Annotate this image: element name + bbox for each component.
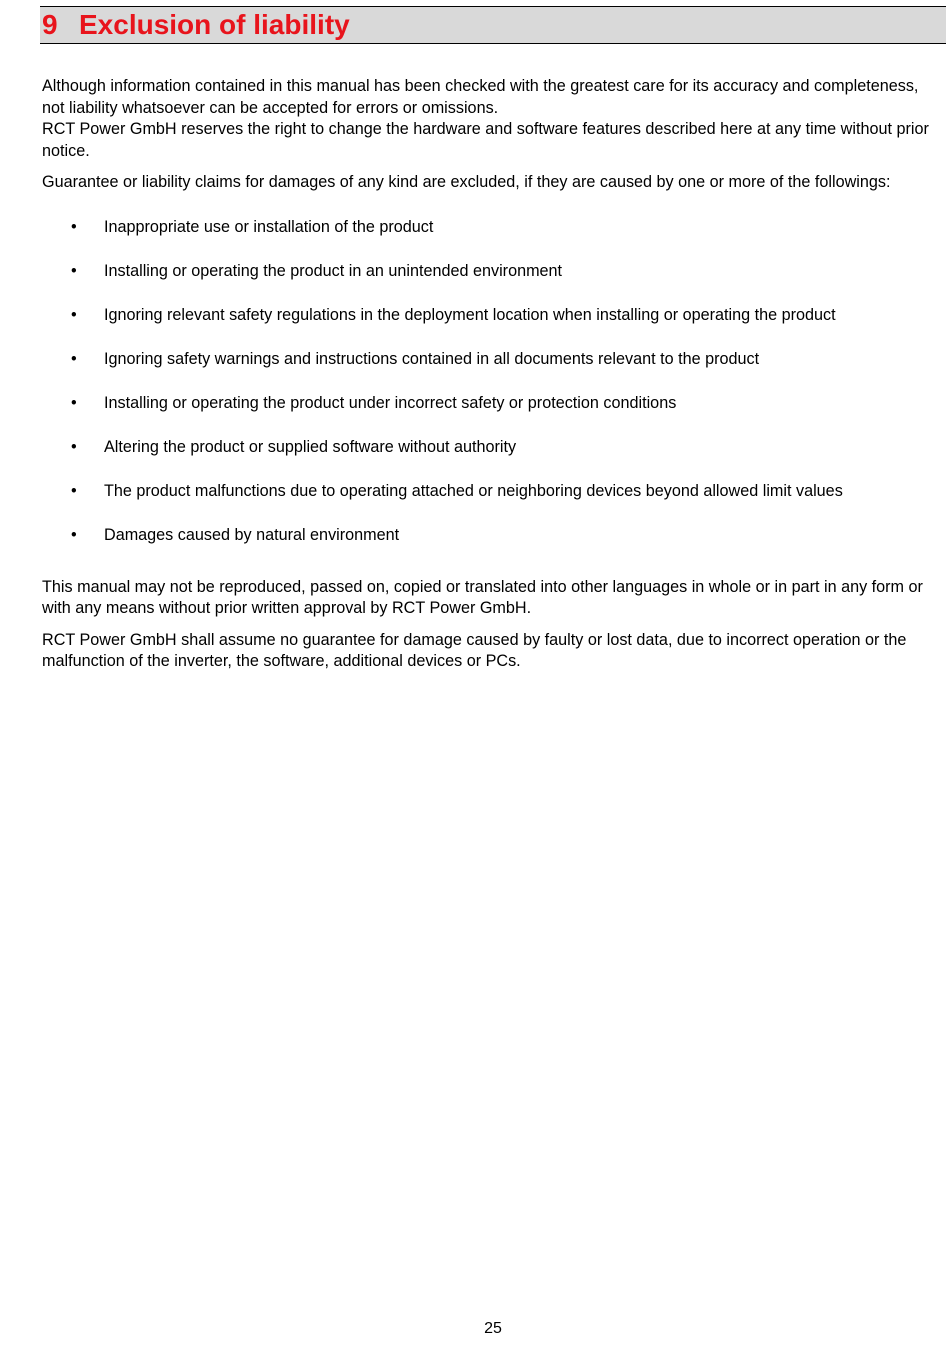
list-item-text: The product malfunctions due to operating attached or neighboring devices beyond allowed limit values	[104, 481, 843, 500]
bullet-icon: •	[71, 481, 77, 500]
section-number: 9	[42, 9, 58, 40]
list-item	[42, 525, 942, 547]
bullet-icon: •	[71, 217, 77, 236]
bullet-icon: •	[71, 261, 77, 280]
exclusion-list	[42, 217, 942, 547]
paragraph-change-notice: RCT Power GmbH reserves the right to change the hardware and software features described here at any time without prior notice.	[42, 120, 929, 160]
list-item-text: Altering the product or supplied software without authority	[104, 437, 517, 456]
list-item-text: Damages caused by natural environment	[104, 525, 400, 544]
list-item	[42, 349, 942, 371]
list-item	[42, 393, 942, 415]
bullet-icon: •	[71, 437, 77, 456]
list-item	[42, 305, 942, 327]
page-number: 25	[484, 1320, 502, 1337]
paragraph-claims-intro: Guarantee or liability claims for damages of any kind are excluded, if they are caused by one or more of the followings:	[42, 173, 891, 191]
list-item-text: Installing or operating the product under incorrect safety or protection conditions	[104, 393, 677, 412]
paragraph-accuracy: Although information contained in this manual has been checked with the greatest care for its accuracy and completeness, not liability whatsoever can be accepted for errors or omissions.	[42, 77, 919, 117]
section-heading	[40, 6, 946, 44]
list-item	[42, 481, 942, 503]
list-item-text: Ignoring relevant safety regulations in the deployment location when installing or operating the product	[104, 305, 836, 324]
paragraph-reproduction: This manual may not be reproduced, passed on, copied or translated into other languages in whole or in part in any form or with any means without prior written approval by RCT Power GmbH.	[42, 577, 923, 617]
bullet-icon: •	[71, 349, 77, 368]
document-body	[42, 76, 942, 673]
bullet-icon: •	[71, 393, 77, 412]
section-title: Exclusion of liability	[79, 9, 350, 40]
list-item	[42, 437, 942, 459]
list-item	[42, 217, 942, 239]
list-item-text: Installing or operating the product in an unintended environment	[104, 261, 563, 280]
list-item	[42, 261, 942, 283]
bullet-icon: •	[71, 525, 77, 544]
list-item-text: Ignoring safety warnings and instructions contained in all documents relevant to the product	[104, 349, 760, 368]
paragraph-data-loss: RCT Power GmbH shall assume no guarantee for damage caused by faulty or lost data, due to incorrect operation or the malfunction of the inverter, the software, additional devices or PCs.	[42, 630, 907, 670]
list-item-text: Inappropriate use or installation of the product	[104, 217, 434, 236]
bullet-icon: •	[71, 305, 77, 324]
